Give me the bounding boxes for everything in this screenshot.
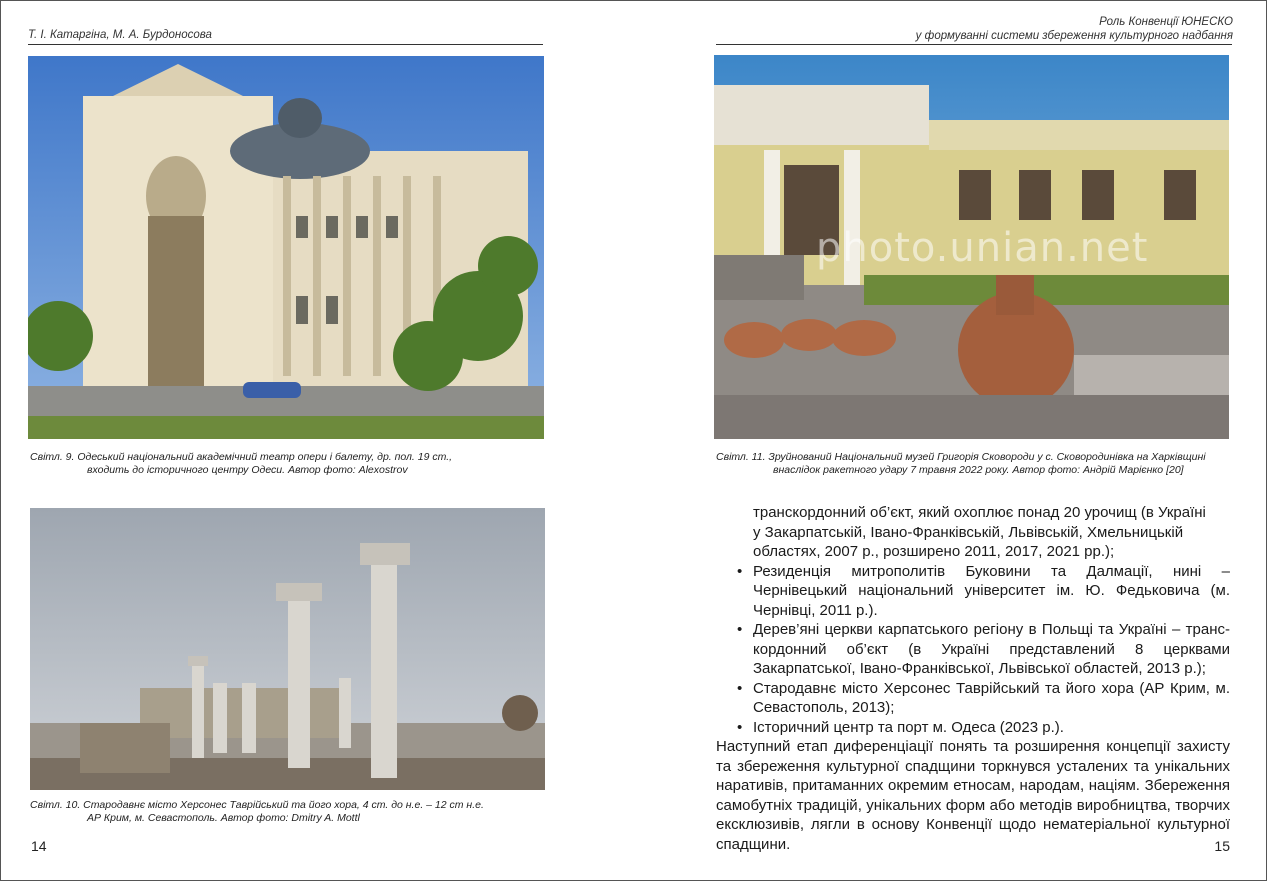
running-header-right-line1: Роль Конвенції ЮНЕСКО <box>1099 16 1233 28</box>
bullet-icon: • <box>737 562 743 580</box>
bullet-icon: • <box>737 621 743 638</box>
photo-watermark: photo.unian.net <box>816 225 1149 271</box>
destroyed-museum-photo <box>714 55 1229 439</box>
list-item: • Резиденція митрополитів Буковини та Далмації, нині – Чернівецький національний університет ім. Ю. Федьковича (м. Чернівці, 2011 р.). <box>737 562 1230 619</box>
bullet-icon: • <box>737 718 743 736</box>
list-item: • Дерев’яні церкви карпатського регіону в Польщі та Україні – транскордонний об’єкт (в Україні представлений 8 церквами Закарпатської, Івано-Франківської, Львівської областей, 2013 р.); <box>737 621 1230 677</box>
body-text-block <box>716 503 1230 854</box>
figure-9-caption <box>30 451 452 477</box>
figure-11-caption <box>716 451 1206 477</box>
header-rule-left <box>28 44 543 45</box>
figure-9-caption-line2: входить до історичного центру Одеси. Автор фото: Alexostrov <box>87 464 408 476</box>
heritage-sites-list <box>716 562 1230 738</box>
figure-11-caption-line1: Світл. 11. Зруйнований Національний музей Григорія Сковороди у с. Сковородинівка на Харківщині <box>716 451 1206 463</box>
continuation-line-1: транскордонний об’єкт, який охоплює понад 20 урочищ (в Україні <box>753 504 1206 521</box>
page-number-right: 15 <box>1214 838 1230 854</box>
page-number-left: 14 <box>31 838 47 854</box>
chersonesus-columns-photo <box>30 508 545 790</box>
figure-9-caption-line1: Світл. 9. Одеський національний академічний театр опери і балету, др. пол. 19 ст., <box>30 451 453 463</box>
continuation-text <box>716 503 1230 562</box>
opera-theatre-photo <box>28 56 544 439</box>
running-header-right-line2: у формуванні системи збереження культурного надбання <box>915 30 1233 42</box>
figure-11-caption-line2: внаслідок ракетного удару 7 травня 2022 року. Автор фото: Андрій Марієнко [20] <box>773 464 1184 476</box>
continuation-line-2: у Закарпатській, Івано-Франківській, Львівській, Хмельницькій <box>753 523 1184 541</box>
header-rule-right <box>716 44 1232 45</box>
running-header-left: Т. І. Катаргіна, М. А. Бурдоносова <box>28 29 212 41</box>
figure-10-caption <box>30 799 484 825</box>
list-item: • Стародавнє місто Херсонес Таврійський та його хора (АР Крим, м. Севастополь, 2013); <box>737 679 1230 716</box>
list-item: • Історичний центр та порт м. Одеса (2023 р.). <box>737 718 1064 736</box>
body-paragraph: Наступний етап диференціації понять та розширення концепції захисту та збереження культурної спадщини торкнувся усталених та унікальних наративів, притаманних окремим етносам, народам, націям. Збереження самобутніх традицій, унікальних форм або методів виробництва, творчих ексклюзивів, лягли в основу Конвенції щодо нематеріальної культурної спадщини. <box>716 738 1230 853</box>
figure-10-caption-line1: Світл. 10. Стародавнє місто Херсонес Таврійський та його хора, 4 ст. до н.е. – 12 ст н.е. <box>30 799 484 811</box>
bullet-icon: • <box>737 679 743 697</box>
figure-10-caption-line2: АР Крим, м. Севастополь. Автор фото: Dmitry A. Mottl <box>87 812 360 824</box>
continuation-line-3: областях, 2007 р., розширено 2011, 2017, 2021 рр.); <box>753 543 1115 560</box>
